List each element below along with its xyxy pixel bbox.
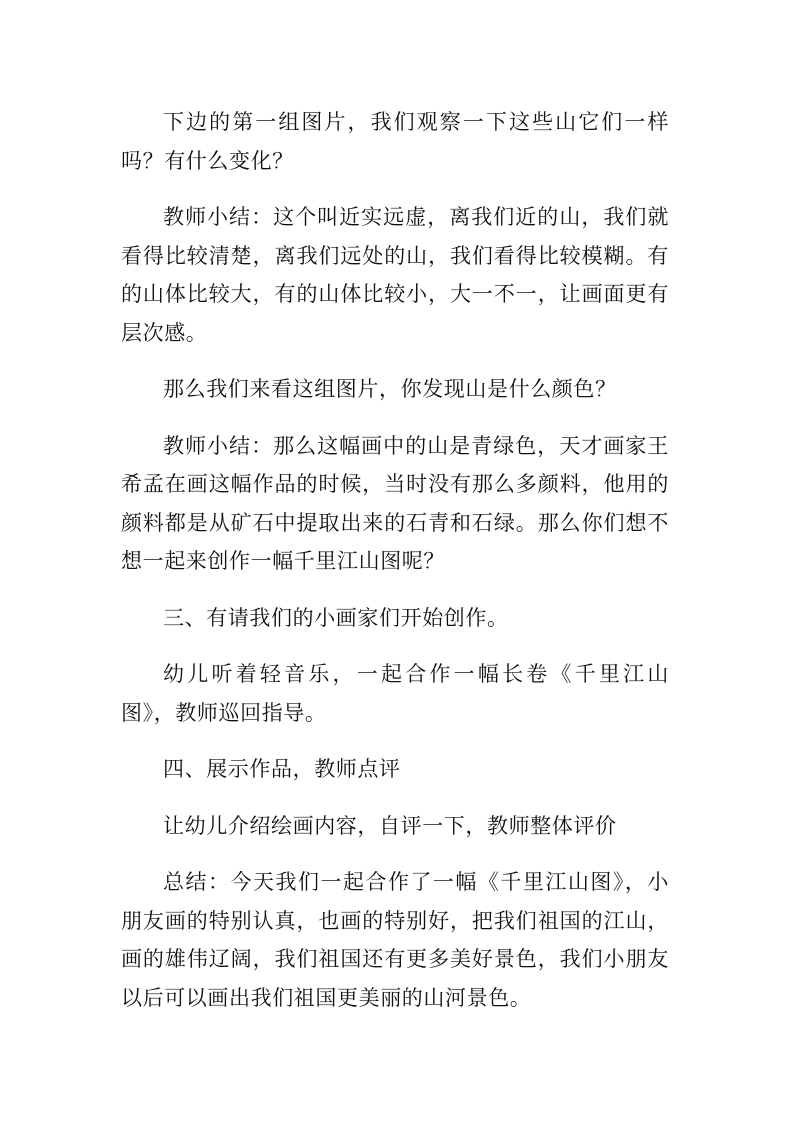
paragraph-self-evaluation: 让幼儿介绍绘画内容，自评一下，教师整体评价 [163,813,617,838]
paragraph-question-mountains: 下边的第一组图片，我们观察一下这些山它们一样吗？有什么变化？ [121,110,669,173]
paragraph-teacher-summary-color: 教师小结：那么这幅画中的山是青绿色，天才画家王希孟在画这幅作品的时候，当时没有那么多颜料，他用的颜料都是从矿石中提取出来的石青和石绿。那么你们想不想一起来创作一幅千里江山图呢？ [121,433,669,573]
paragraph-conclusion: 总结：今天我们一起合作了一幅《千里江山图》，小朋友画的特别认真，也画的特别好，把我们祖国的江山，画的雄伟辽阔，我们祖国还有更多美好景色，我们小朋友以后可以画出我们祖国更美丽的山河景色。 [121,870,669,1010]
document-body [121,103,669,1035]
paragraph-section-four: 四、展示作品，教师点评 [163,757,401,781]
paragraph-children-create: 幼儿听着轻音乐，一起合作一幅长卷《千里江山图》，教师巡回指导。 [121,662,669,725]
paragraph-teacher-summary-perspective: 教师小结：这个叫近实远虚，离我们近的山，我们就看得比较清楚，离我们远处的山，我们看得比较模糊。有的山体比较大，有的山体比较小，大一不一，让画面更有层次感。 [121,205,669,345]
paragraph-question-color: 那么我们来看这组图片，你发现山是什么颜色？ [163,377,617,401]
paragraph-section-three: 三、有请我们的小画家们开始创作。 [163,605,509,630]
